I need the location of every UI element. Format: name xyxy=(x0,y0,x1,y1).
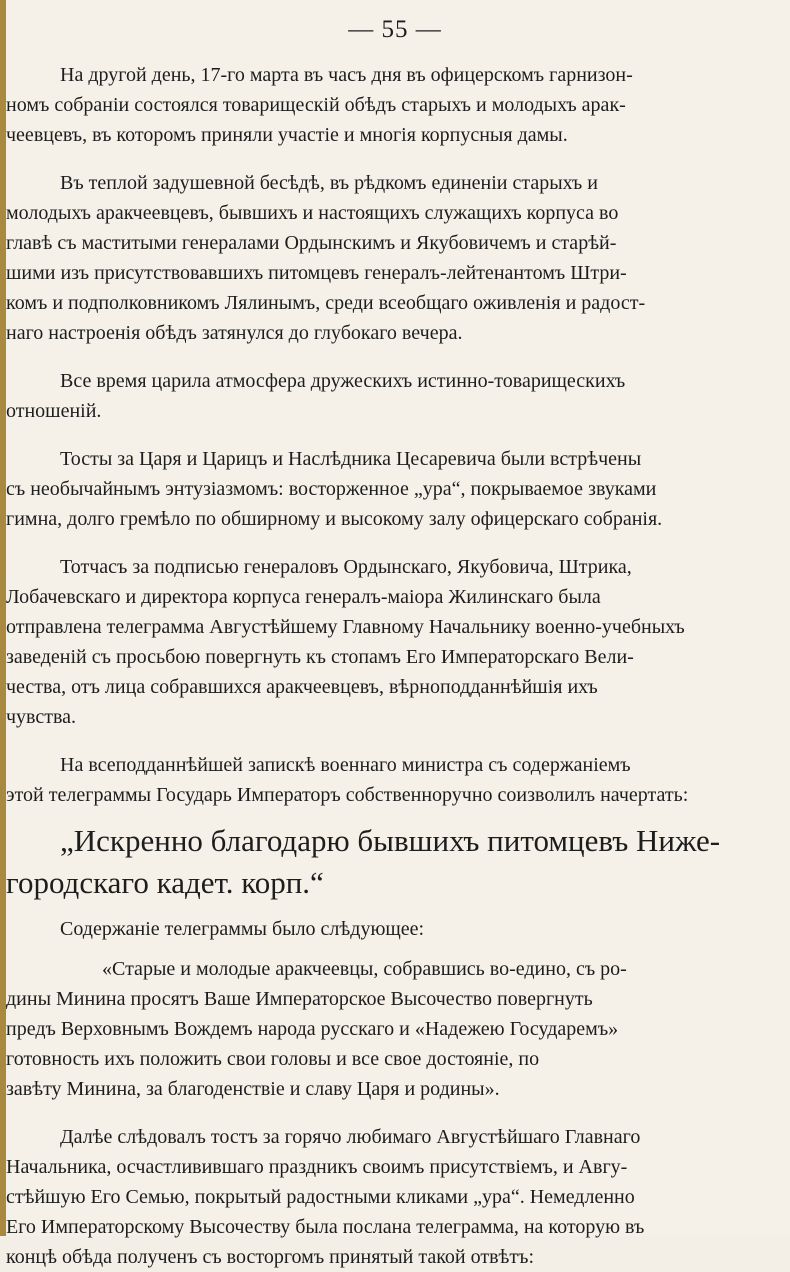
text-line: концѣ обѣда полученъ съ восторгомъ принятый такой отвѣтъ: xyxy=(6,1246,535,1268)
text-line: Въ теплой задушевной бесѣдѣ, въ рѣдкомъ единеніи старыхъ и xyxy=(60,172,598,194)
page-number: — 55 — xyxy=(348,16,442,43)
text-line: Содержаніе телеграммы было слѣдующее: xyxy=(60,918,425,940)
text-line: Начальника, осчастливившаго праздникъ своимъ присутствіемъ, и Авгу- xyxy=(6,1156,628,1178)
telegram-line: готовность ихъ положить свои головы и все свое достояніе, по xyxy=(6,1048,540,1070)
paragraph-ministerial-note xyxy=(6,750,784,810)
imperial-note-line: городскаго кадет. корп.“ xyxy=(6,865,324,900)
text-line: Далѣе слѣдовалъ тостъ за горячо любимаго Августѣйшаго Главнаго xyxy=(60,1126,641,1148)
paragraph-telegram-sent xyxy=(6,552,784,732)
text-line: наго настроенія обѣдъ затянулся до глубокаго вечера. xyxy=(6,322,463,344)
text-line: номъ собраніи состоялся товарищескій обѣдъ старыхъ и молодыхъ арак- xyxy=(6,94,626,116)
telegram-line: дины Минина просятъ Ваше Императорское Высочество повергнуть xyxy=(6,988,593,1010)
imperial-note-line: „Искренно благодарю бывшихъ питомцевъ Ниже- xyxy=(60,823,721,858)
text-line: гимна, долго гремѣло по обширному и высокому залу офицерскаго собранія. xyxy=(6,508,663,530)
text-line: комъ и подполковникомъ Лялинымъ, среди всеобщаго оживленія и радост- xyxy=(6,292,646,314)
text-line: Лобачевскаго и директора корпуса генералъ-маіора Жилинскаго была xyxy=(6,586,601,608)
paragraph-dinner xyxy=(6,60,784,150)
telegram-line: завѣту Минина, за благоденствіе и славу Царя и родины». xyxy=(6,1078,500,1100)
telegram-line: «Старые и молодые аракчеевцы, собравшись во-едино, съ ро- xyxy=(102,958,627,980)
text-line: На другой день, 17-го марта въ часъ дня въ офицерскомъ гарнизон- xyxy=(60,64,633,86)
paragraph-atmosphere xyxy=(6,366,784,426)
text-line: съ необычайнымъ энтузіазмомъ: восторженное „ура“, покрываемое звуками xyxy=(6,478,657,500)
paragraph-conversation xyxy=(6,168,784,348)
text-line: чества, отъ лица собравшихся аракчеевцевъ, вѣрноподданнѣйшія ихъ xyxy=(6,676,598,698)
text-line: Его Императорскому Высочеству была послана телеграмма, на которую въ xyxy=(6,1216,645,1238)
imperial-note xyxy=(6,820,784,904)
text-line: На всеподданнѣйшей запискѣ военнаго министра съ содержаніемъ xyxy=(60,754,631,776)
text-line: главѣ съ маститыми генералами Ордынскимъ и Якубовичемъ и старѣй- xyxy=(6,232,617,254)
text-line: отношеній. xyxy=(6,400,102,422)
text-line: шими изъ присутствовавшихъ питомцевъ генералъ-лейтенантомъ Штри- xyxy=(6,262,627,284)
text-line: Тотчасъ за подписью генераловъ Ордынскаго, Якубовича, Штрика, xyxy=(60,556,632,578)
text-line: стѣйшую Его Семью, покрытый радостными кликами „ура“. Немедленно xyxy=(6,1186,635,1208)
text-line: отправлена телеграмма Августѣйшему Главному Начальнику военно-учебныхъ xyxy=(6,616,685,638)
text-line: этой телеграммы Государь Императоръ собственноручно соизволилъ начертать: xyxy=(6,784,689,806)
text-line: Все время царила атмосфера дружескихъ истинно-товарищескихъ xyxy=(60,370,626,392)
telegram-text xyxy=(6,954,784,1104)
paragraph-closing xyxy=(6,1122,784,1272)
text-line: заведеній съ просьбою повергнуть къ стопамъ Его Императорскаго Вели- xyxy=(6,646,634,668)
telegram-intro xyxy=(6,914,784,944)
text-line: чувства. xyxy=(6,706,77,728)
text-line: Тосты за Царя и Царицъ и Наслѣдника Цесаревича были встрѣчены xyxy=(60,448,642,470)
paragraph-toasts xyxy=(6,444,784,534)
document-body xyxy=(6,60,784,1272)
telegram-line: предъ Верховнымъ Вождемъ народа русскаго и «Надежею Государемъ» xyxy=(6,1018,619,1040)
text-line: молодыхъ аракчеевцевъ, бывшихъ и настоящихъ служащихъ корпуса во xyxy=(6,202,619,224)
text-line: чеевцевъ, въ которомъ приняли участіе и многія корпусныя дамы. xyxy=(6,124,568,146)
